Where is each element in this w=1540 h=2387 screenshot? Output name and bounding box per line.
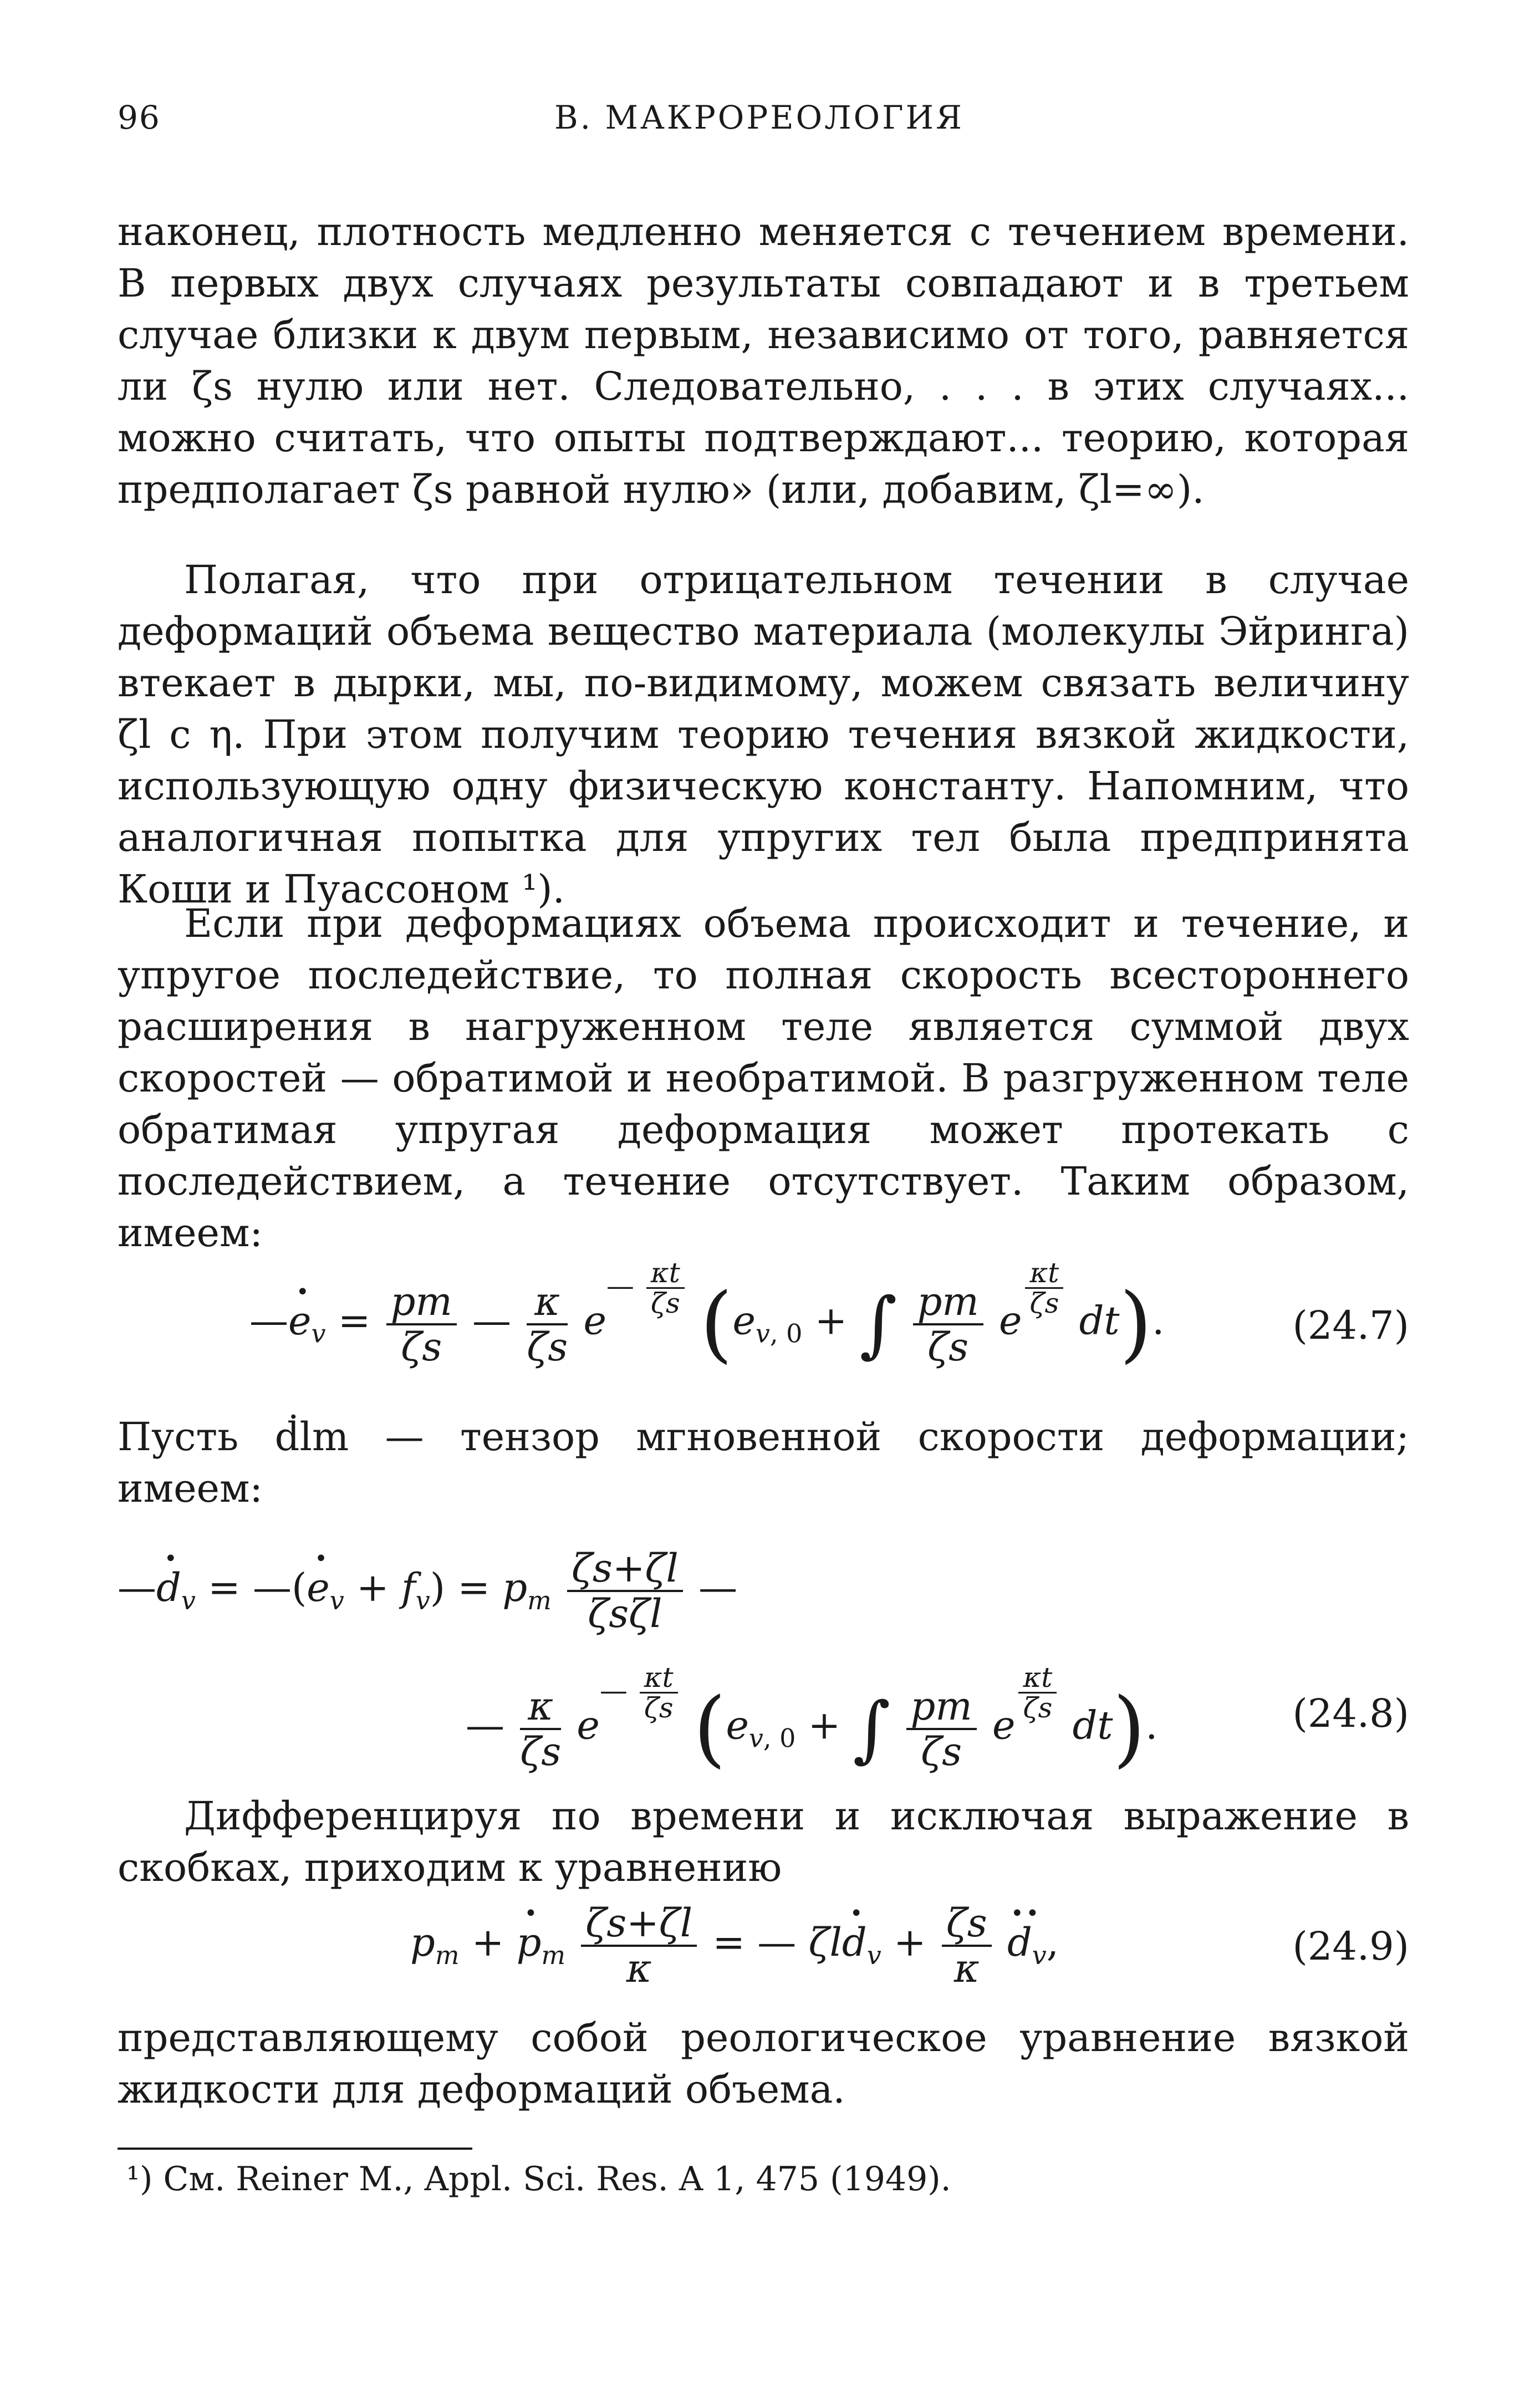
paragraph-1: наконец, плотность медленно меняется с течением времени. В первых двух случаях результаты совпадают и в третьем случае близки к двум первым, независимо от того, равняется ли ζs нулю или нет. Следовательно, . . . в этих случаях... можно считать, что опыты подтверждают... теорию, которая предполагает ζs равной нулю» (или, добавим, ζl=∞). xyxy=(118,209,1409,512)
running-title: В. МАКРОРЕОЛОГИЯ xyxy=(554,99,964,136)
eq1-exp2-num: κt xyxy=(1025,1258,1063,1289)
paragraph-4: Пусть ḋlm — тензор мгновенной скорости деформации; имеем: xyxy=(118,1414,1409,1511)
equation-number-24-8: (24.8) xyxy=(1292,1691,1409,1736)
eq1-den-zs2: ζs xyxy=(527,1324,568,1370)
page-number: 96 xyxy=(118,99,161,136)
eq2-int-num: pm xyxy=(906,1685,977,1730)
eq2-den-prod: ζsζl xyxy=(588,1591,662,1636)
eq3-den-kappa2: κ xyxy=(953,1946,980,1991)
eq2-num-kappa: κ xyxy=(520,1685,561,1730)
eq1-den-zs: ζs xyxy=(401,1324,442,1370)
eq2-exp-num: κt xyxy=(640,1663,678,1694)
paragraph-3: Если при деформациях объема происходит и течение, и упругое последействие, то полная скорость всестороннего расширения в нагруженном теле является суммой двух скоростей — обратимой и необратимой. В разгруженном теле обратимая упругая деформация может протекать с последействием, а течение отсутствует. Таким образом, имеем: xyxy=(118,901,1409,1256)
eq1-num-pm: pm xyxy=(386,1280,457,1325)
equation-number-24-9: (24.9) xyxy=(1292,1924,1409,1969)
eq1-int-num: pm xyxy=(913,1280,983,1325)
eq2-num-sum: ζs+ζl xyxy=(567,1547,683,1592)
eq2-den-zs: ζs xyxy=(520,1728,562,1774)
eq1-num-kappa: κ xyxy=(527,1280,568,1325)
paragraph-5: Дифференцируя по времени и исключая выражение в скобках, приходим к уравнению xyxy=(118,1793,1409,1890)
equation-24-7: —• $e_v$ = $\frac{pm}{\zeta s}$ — $\frac{\kappa}{\zeta s}$ e— $\frac{\kappa t}{\zeta s}$ ($e_{v, 0}$ + ∫ $\frac{pm}{\zeta s}$ e $\frac{\kappa t}{\zeta s}$ dt). xyxy=(249,1258,1164,1369)
equation-number-24-7: (24.7) xyxy=(1292,1303,1409,1348)
equation-24-8-line-1: —• $d_v$ = —(• $e_v + f_v) = p_m$ $\frac{\zeta s+\zeta l}{\text{ζsζl}}$ — xyxy=(118,1547,737,1635)
eq1-exp-den: ζs xyxy=(650,1287,680,1319)
eq2-int-den: ζs xyxy=(921,1728,962,1774)
eq1-int-den: ζs xyxy=(927,1324,969,1370)
eq1-exp2-den: ζs xyxy=(1029,1287,1059,1319)
eq3-num-zs: ζs xyxy=(942,1901,992,1947)
footnote-rule xyxy=(118,2148,472,2150)
eq3-zl: ζl xyxy=(808,1920,842,1965)
footnote: ¹) См. Reiner M., Appl. Sci. Res. A 1, 475 (1949). xyxy=(126,2160,951,2199)
eq3-num-sum: ζs+ζl xyxy=(581,1901,697,1947)
eq2-exp-den: ζs xyxy=(644,1692,674,1724)
paragraph-6: представляющему собой реологическое уравнение вязкой жидкости для деформаций объема. xyxy=(118,2015,1409,2112)
eq2-exp2-den: ζs xyxy=(1023,1692,1053,1724)
eq3-den-kappa: κ xyxy=(626,1946,652,1991)
equation-24-9: $p_m$ + • $p_m$ $\frac{\zeta s+\zeta l}{\kappa}$ = — ζl• $d_v$ + $\frac{\zeta s}{\kappa}$ •• $d_v$, xyxy=(410,1901,1059,1990)
eq1-exp-num: κt xyxy=(646,1258,685,1289)
eq2-exp2-num: κt xyxy=(1018,1663,1057,1694)
paragraph-2: Полагая, что при отрицательном течении в случае деформаций объема вещество материала (молекулы Эйринга) втекает в дырки, мы, по-видимому, можем связать величину ζl с η. При этом получим теорию течения вязкой жидкости, использующую одну физическую константу. Напомним, что аналогичная попытка для упругих тел была предпринята Коши и Пуассоном ¹). xyxy=(118,557,1409,912)
equation-24-8-line-2: — $\frac{\kappa}{\zeta s}$ e— $\frac{\kappa t}{\zeta s}$ ($e_{v, 0}$ + ∫ $\frac{pm}{\zeta s}$ e $\frac{\kappa t}{\zeta s}$ dt). xyxy=(466,1661,1158,1777)
